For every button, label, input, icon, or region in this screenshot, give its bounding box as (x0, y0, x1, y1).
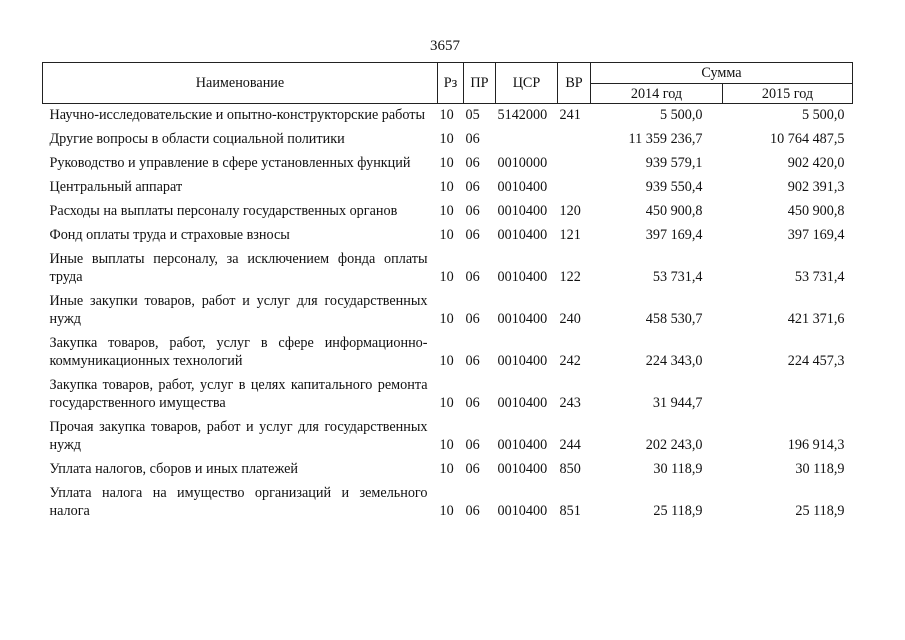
row-csr: 0010400 (497, 437, 548, 453)
row-csr: 0010400 (497, 461, 548, 477)
table-row (43, 454, 853, 478)
row-sum-2015: 902 391,3 (787, 179, 845, 195)
row-name: Центральный аппарат (49, 179, 183, 195)
row-sum-2015 (723, 370, 853, 412)
table-row (43, 124, 853, 148)
row-vr (558, 172, 591, 196)
row-sum-2015: 224 457,3 (787, 353, 845, 369)
row-vr (558, 124, 591, 148)
header-pr: ПР (464, 63, 496, 104)
row-csr: 0010400 (497, 269, 548, 285)
row-sum-2014: 30 118,9 (653, 461, 703, 477)
table-row (43, 148, 853, 172)
row-csr: 0010000 (497, 155, 548, 171)
row-vr: 241 (559, 107, 581, 123)
row-csr: 0010400 (497, 353, 548, 369)
row-pr: 06 (465, 179, 480, 195)
row-csr: 0010400 (497, 179, 548, 195)
row-rz: 10 (439, 353, 454, 369)
row-rz: 10 (439, 131, 454, 147)
row-sum-2015: 10 764 487,5 (770, 131, 845, 147)
row-vr: 244 (559, 437, 581, 453)
row-rz: 10 (439, 155, 454, 171)
row-rz: 10 (439, 395, 454, 411)
row-rz: 10 (439, 269, 454, 285)
row-vr: 120 (559, 203, 581, 219)
row-sum-2015: 5 500,0 (801, 107, 845, 123)
row-rz: 10 (439, 503, 454, 519)
table-row (43, 370, 853, 412)
table-row (43, 244, 853, 286)
row-sum-2014: 202 243,0 (645, 437, 703, 453)
row-sum-2015: 397 169,4 (787, 227, 845, 243)
row-name: Другие вопросы в области социальной политики (49, 131, 345, 147)
row-pr: 06 (465, 155, 480, 171)
row-sum-2014: 31 944,7 (652, 395, 703, 411)
row-pr: 06 (465, 395, 480, 411)
row-sum-2014: 25 118,9 (653, 503, 703, 519)
row-sum-2014: 458 530,7 (645, 311, 703, 327)
row-csr: 0010400 (497, 203, 548, 219)
row-sum-2014: 53 731,4 (652, 269, 703, 285)
row-sum-2015: 421 371,6 (787, 311, 845, 327)
table-body (43, 104, 853, 521)
row-sum-2015: 25 118,9 (795, 503, 845, 519)
row-pr: 06 (465, 353, 480, 369)
row-name: Закупка товаров, работ, услуг в целях капитального ремонта государственного имущества (49, 377, 428, 411)
row-pr: 06 (465, 269, 480, 285)
row-sum-2014: 11 359 236,7 (628, 131, 703, 147)
row-name: Иные закупки товаров, работ и услуг для государственных нужд (49, 293, 428, 327)
row-name: Прочая закупка товаров, работ и услуг для государственных нужд (49, 419, 428, 453)
row-sum-2015: 450 900,8 (787, 203, 845, 219)
row-vr: 122 (559, 269, 581, 285)
row-pr: 06 (465, 131, 480, 147)
header-year-2014: 2014 год (591, 84, 723, 104)
row-csr: 5142000 (497, 107, 548, 123)
row-pr: 06 (465, 437, 480, 453)
table-row (43, 328, 853, 370)
row-name: Научно-исследовательские и опытно-конструкторские работы (49, 107, 426, 123)
budget-table (42, 62, 853, 520)
row-pr: 06 (465, 227, 480, 243)
header-year-2015: 2015 год (723, 84, 853, 104)
row-csr (496, 124, 558, 148)
row-name: Иные выплаты персоналу, за исключением фонда оплаты труда (49, 251, 428, 285)
row-sum-2014: 450 900,8 (645, 203, 703, 219)
row-name: Уплата налога на имущество организаций и земельного налога (49, 485, 428, 519)
row-csr: 0010400 (497, 227, 548, 243)
row-csr: 0010400 (497, 395, 548, 411)
row-sum-2014: 397 169,4 (645, 227, 703, 243)
row-pr: 06 (465, 503, 480, 519)
row-sum-2014: 224 343,0 (645, 353, 703, 369)
row-rz: 10 (439, 437, 454, 453)
row-pr: 06 (465, 311, 480, 327)
row-vr: 851 (559, 503, 581, 519)
row-sum-2015: 196 914,3 (787, 437, 845, 453)
table-row (43, 196, 853, 220)
row-rz: 10 (439, 203, 454, 219)
row-vr: 242 (559, 353, 581, 369)
row-name: Закупка товаров, работ, услуг в сфере информационно-коммуникационных технологий (49, 335, 428, 369)
table-row (43, 220, 853, 244)
row-sum-2014: 939 550,4 (645, 179, 703, 195)
page-number: 3657 (430, 38, 460, 54)
row-rz: 10 (439, 227, 454, 243)
row-csr: 0010400 (497, 311, 548, 327)
table-row (43, 286, 853, 328)
header-vr: ВР (558, 63, 591, 104)
row-rz: 10 (439, 311, 454, 327)
row-csr: 0010400 (497, 503, 548, 519)
row-rz: 10 (439, 179, 454, 195)
table-header (43, 63, 853, 104)
row-sum-2014: 5 500,0 (659, 107, 703, 123)
header-rz: Рз (438, 63, 464, 104)
table-row (43, 172, 853, 196)
row-pr: 06 (465, 203, 480, 219)
row-vr (558, 148, 591, 172)
row-sum-2014: 939 579,1 (645, 155, 703, 171)
row-sum-2015: 30 118,9 (795, 461, 845, 477)
header-csr: ЦСР (496, 63, 558, 104)
row-name: Руководство и управление в сфере установленных функций (49, 155, 411, 171)
row-vr: 240 (559, 311, 581, 327)
row-pr: 06 (465, 461, 480, 477)
row-name: Уплата налогов, сборов и иных платежей (49, 461, 298, 477)
row-sum-2015: 53 731,4 (794, 269, 845, 285)
row-sum-2015: 902 420,0 (787, 155, 845, 171)
table-row (43, 412, 853, 454)
row-name: Расходы на выплаты персоналу государственных органов (49, 203, 398, 219)
header-name: Наименование (43, 63, 438, 104)
table-row (43, 478, 853, 520)
row-vr: 850 (559, 461, 581, 477)
row-rz: 10 (439, 461, 454, 477)
row-rz: 10 (439, 107, 454, 123)
table-row (43, 104, 853, 125)
header-sum: Сумма (591, 63, 853, 84)
row-pr: 05 (465, 107, 480, 123)
row-vr: 243 (559, 395, 581, 411)
row-name: Фонд оплаты труда и страховые взносы (49, 227, 290, 243)
row-vr: 121 (559, 227, 581, 243)
